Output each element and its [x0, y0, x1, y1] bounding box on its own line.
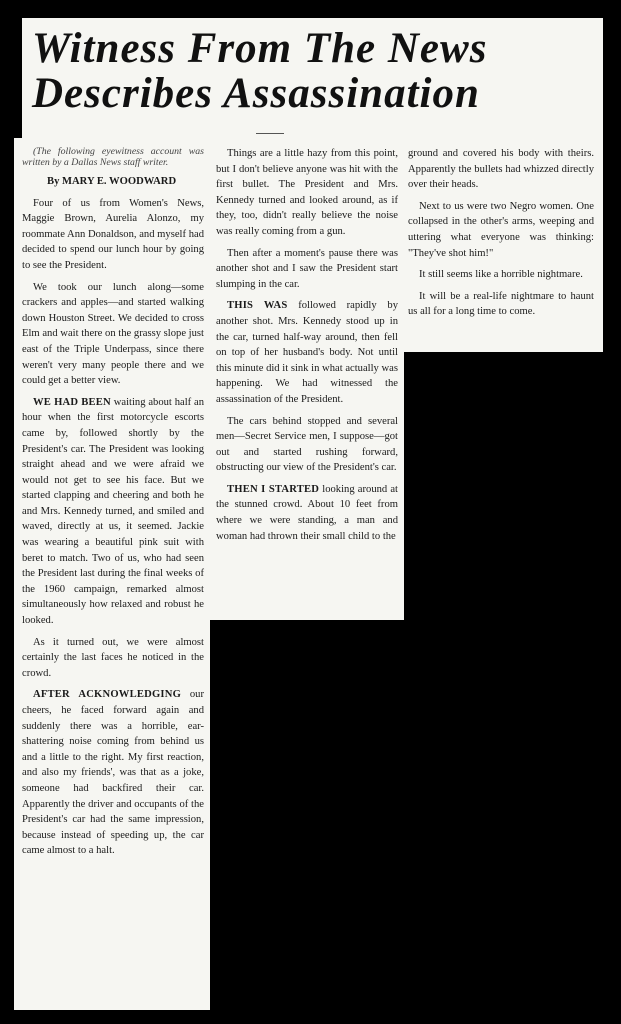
paragraph: It will be a real-life nightmare to haunt us all for a long time to come. — [408, 290, 594, 318]
byline: By MARY E. WOODWARD — [47, 176, 177, 187]
article-column-1 — [22, 146, 204, 865]
headline — [32, 26, 602, 116]
paragraph: We took our lunch along—some crackers and apples—and started walking down Houston Street. We decided to cross Elm and wait there on the grassy slope just east of the Triple Underpass, since there weren't very many people there and we could get a better view. — [22, 281, 204, 387]
article-column-3 — [408, 146, 594, 326]
paragraph-lead-in: THEN I STARTED — [227, 483, 320, 495]
editor-note: (The following eyewitness account was written by a Dallas News staff writer. — [22, 146, 204, 168]
article-column-2 — [216, 146, 398, 550]
paragraph: Next to us were two Negro women. One collapsed in the other's arms, weeping and uttering what everyone was thinking: "They've shot him!" — [408, 200, 594, 259]
paragraph: It still seems like a horrible nightmare. — [419, 269, 583, 281]
paragraph: Then after a moment's pause there was another shot and I saw the President start slumping in the car. — [216, 247, 398, 290]
paragraph: Things are a little hazy from this point, but I don't believe anyone was hit with the first bullet. The President and Mrs. Kennedy turned and looked around, as if they, too, didn't really believe the noise was really coming from a gun. — [216, 148, 398, 237]
paragraph: The cars behind stopped and several men—Secret Service men, I suppose—got out and started rushing forward, obstructing our view of the President's car. — [216, 415, 398, 474]
paragraph: THEN I STARTED looking around at the stunned crowd. About 10 feet from where we were standing, a man and woman had thrown their small child to the — [216, 483, 398, 542]
headline-line-2: Describes Assassination — [32, 70, 480, 117]
paragraph-lead-in: THIS WAS — [227, 300, 288, 312]
paragraph-lead-in: AFTER ACKNOWLEDGING — [33, 689, 182, 701]
paragraph: THIS WAS followed rapidly by another shot. Mrs. Kennedy stood up in the car, turned half-way around, then fell on top of her husband's body. Not until this minute did it sink in what actually was happening. We had witnessed the assassination of the President. — [216, 300, 398, 405]
paragraph: Four of us from Women's News, Maggie Brown, Aurelia Alonzo, my roommate Ann Donaldson, and myself had decided to spend our lunch hour by going to see the President. — [22, 197, 204, 271]
paragraph: WE HAD BEEN waiting about half an hour when the first motorcycle escorts came by, followed shortly by the President's car. The President was looking straight ahead and we were afraid we would not get to see his face. But we started clapping and cheering and both he and Mrs. Kennedy turned, and smiled and waved, directly at us, it seemed. Jackie was wearing a beautiful pink suit with beret to match. Two of us, who had seen the President last during the final weeks of the 1960 campaign, remarked almost simultaneously how relaxed and robust he looked. — [22, 396, 204, 627]
column-divider-rule — [256, 133, 284, 134]
paragraph: AFTER ACKNOWLEDGING our cheers, he faced forward again and suddenly there was a horrible, ear-shattering noise coming from behind us and a little to the right. My first reaction, and also my friends', was that as a joke, someone had backfired their car. Apparently the driver and occupants of the President's car had the same impression, because instead of speeding up, the car came almost to a halt. — [22, 689, 204, 857]
paragraph: ground and covered his body with theirs. Apparently the bullets had whizzed directly over their heads. — [408, 148, 594, 191]
headline-line-1: Witness From The News — [32, 25, 488, 72]
paragraph: As it turned out, we were almost certainly the last faces he noticed in the crowd. — [22, 636, 204, 679]
paragraph-lead-in: WE HAD BEEN — [33, 396, 111, 408]
